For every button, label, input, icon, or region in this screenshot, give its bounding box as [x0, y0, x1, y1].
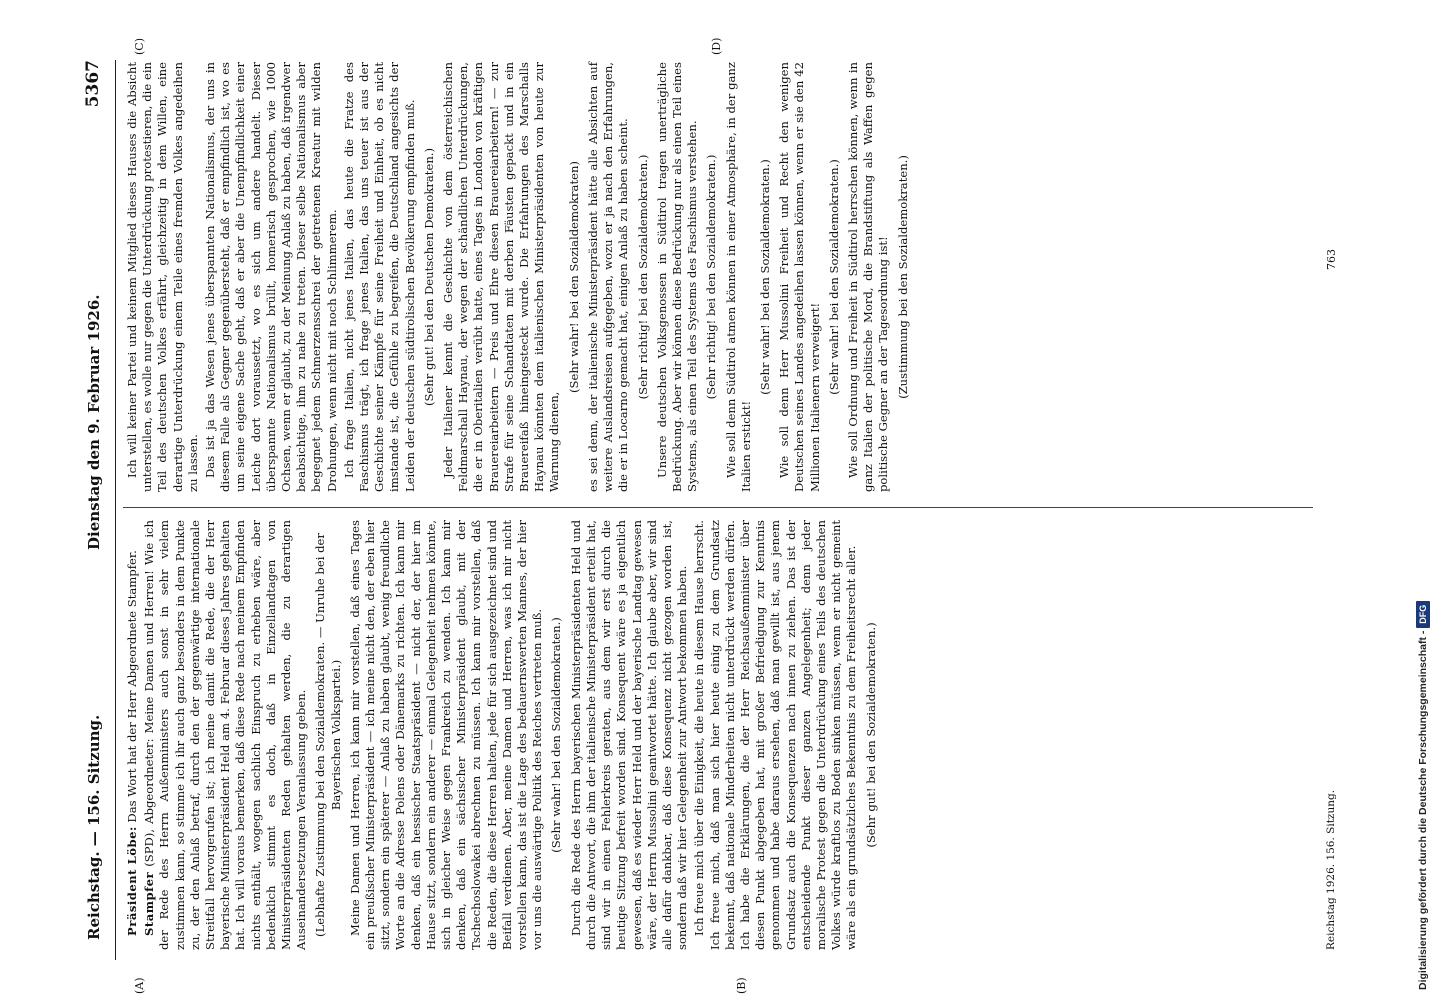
right-column: [125, 62, 915, 492]
interjection: (Sehr gut! bei den Sozialdemokraten.): [863, 622, 878, 848]
interjection: (Sehr gut! bei den Deutschen Demokraten.): [421, 147, 436, 407]
margin-mark-b: (B): [735, 977, 748, 994]
funding-note: [1414, 10, 1432, 990]
paragraph: Wie soll Ordnung und Freiheit in Südtirol herrschen können, wenn in ganz Italien der politische Mord, die Brandstiftung als Waffen gegen politische Gegner an der Tagesordnung ist!: [845, 62, 891, 492]
interjection: (Sehr wahr! bei den Sozialdemokraten): [566, 161, 581, 393]
footer-imprint: Reichstag 1926. 156. Sitzung.: [1325, 789, 1337, 950]
paragraph: Wie soll denn Südtirol atmen können in einer Atmosphäre, in der ganz Italien erstickt!: [723, 62, 753, 492]
interjection: (Sehr richtig! bei den Sozialdemokraten.): [635, 154, 650, 400]
paragraph: Durch die Rede des Herrn bayerischen Ministerpräsidenten Held und durch die Antwort, die ihm der italienische Ministerpräsident erteilt hat, sind wir in einen Fehlerkreis geraten, aus dem wir erst durch die heutige Sitzung befreit worden sind. Konsequent wäre es ja eigentlich gewesen, daß es wieder Herr Held und der bayerische Landtag gewesen wäre, der Herrn Mussolini geantwortet hätte. Ich glaube aber, wir sind alle dafür dankbar, daß diese Konsequenz nicht gezogen worden ist, sondern daß wir hier Gelegenheit zur Antwort bekommen haben.: [568, 520, 690, 950]
interjection: (Sehr wahr! bei den Sozialdemokraten.): [549, 617, 564, 853]
margin-mark-a: (A): [133, 977, 146, 994]
speaker-name: Stampfer: [142, 871, 157, 936]
left-column: [125, 520, 883, 950]
interjection: (Lebhafte Zustimmung bei den Sozialdemokraten. — Unruhe bei der Bayerischen Volkspartei.): [313, 533, 343, 937]
paragraph-text: Das Wort hat der Herr Abgeordnete Stampfer.: [125, 550, 139, 827]
dfg-logo: DFG: [1416, 601, 1430, 628]
paragraph: Das ist ja das Wesen jenes überspannten Nationalismus, der uns in diesem Falle als Gegner gegenübersteht, daß er empfindlich ist, wo es um seine eigene Sache geht, daß er aber die Unempfindlichkeit einer Leiche dort voraussetzt, wo es sich um andere handelt. Dieser überspannte Nationalismus brüllt, homerisch gesprochen, wie 1000 Ochsen, wenn er glaubt, zu der Meinung Anlaß zu haben, daß irgendwer beabsichtige, ihm zu nahe zu treten. Dieser selbe Nationalismus aber begegnet jedem Schmerzensschrei der getretenen Kreatur mit wilden Drohungen, wenn nicht mit noch Schlimmerem.: [203, 62, 339, 492]
interjection: (Sehr wahr! bei den Sozialdemokraten.): [757, 159, 772, 395]
page-number: 5367: [83, 60, 103, 108]
column-divider: [123, 507, 1313, 508]
paragraph: Unsere deutschen Volksgenossen in Südtirol tragen unerträgliche Bedrückung. Aber wir können diese Bedrückung nur als einen Teil eines Systems, als einen Teil des Systems des Faschismus verstehen.: [654, 62, 700, 492]
funding-text: Digitalisierung gefördert durch die Deutsche Forschungsgemeinschaft -: [1417, 630, 1429, 990]
margin-mark-d: (D): [710, 37, 723, 55]
paragraph: Ich will keiner Partei und keinem Mitglied dieses Hauses die Absicht unterstellen, es wolle nur gegen die Unterdrückung protestieren, die ein Teil des deutschen Volkes erfährt, gleichzeitig in dem Willen, eine derartige Unterdrückung einem Teile eines fremden Volkes angedeihen zu lassen.: [125, 62, 200, 492]
interjection: (Zustimmung bei den Sozialdemokraten.): [895, 155, 910, 399]
margin-mark-c: (C): [133, 38, 146, 55]
paragraph: [125, 520, 140, 950]
footer-sheet-number: 763: [1325, 249, 1338, 270]
paragraph: Ich freue mich über die Einigkeit, die heute in diesem Hause herrscht. Ich freue mich, daß man sich hier heute einig zu dem Grundsatz bekennt, daß nationale Minderheiten nicht unterdrückt werden dürfen. Ich habe die Erklärungen, die der Herr Reichsaußenminister über diesen Punkt abgegeben hat, mit großer Befriedigung zur Kenntnis genommen und habe daraus ersehen, daß man gewillt ist, aus jenem Grundsatz auch die Konsequenzen nach innen zu ziehen. Das ist der entscheidende Punkt dieser ganzen Angelegenheit; denn jeder moralische Protest gegen die Unterdrückung eines Teils des deutschen Volkes würde kraftlos zu Boden sinken müssen, wenn er nicht gemeint wäre als ein grundsätzliches Bekenntnis zu dem Freiheitsrecht aller.: [692, 520, 859, 950]
interjection: (Sehr wahr! bei den Sozialdemokraten.): [826, 159, 841, 395]
paragraph: Ich frage Italien, nicht jenes Italien, das heute die Fratze des Faschismus trägt, ich frage jenes Italien, das uns teuer ist aus der Geschichte seiner Kämpfe für seine Freiheit und Einheit, ob es nicht imstande ist, die Gefühle zu begreifen, die Deutschland angesichts der Leiden der deutschen südtirolischen Bevölkerung empfinden muß.: [341, 62, 417, 492]
paragraph: es sei denn, der italienische Ministerpräsident hätte alle Absichten auf weitere Auslandsreisen aufgegeben, wozu er ja nach den Erfahrungen, die er in Locarno gemacht hat, einigen Anlaß zu haben scheint.: [585, 62, 631, 492]
speaker-name: Präsident Löbe:: [125, 826, 139, 936]
paragraph: Meine Damen und Herren, ich kann mir vorstellen, daß eines Tages ein preußischer Ministerpräsident — ich meine nicht den, der eben hier sitzt, sondern ein späterer — Anlaß zu haben glaubt, wenig freundliche Worte an die Adresse Polens oder Dänemarks zu richten. Ich kann mir denken, daß ein hessischer Staatspräsident — nicht der, der hier im Hause sitzt, sondern ein anderer — einmal Gelegenheit nehmen könnte, sich in gleicher Weise gegen Frankreich zu wenden. Ich kann mir denken, daß ein sächsischer Ministerpräsident glaubt, mit der Tschechoslowakei abrechnen zu müssen. Ich kann mir vorstellen, daß die Reden, die diese Herren halten, jede für sich ausgezeichnet sind und Beifall verdienen. Aber, meine Damen und Herren, was ich mir nicht vorstellen kann, das ist die Lage des bedauernswerten Mannes, der hier vor uns die auswärtige Politik des Reiches vertreten muß.: [347, 520, 545, 950]
scanned-page: [75, 37, 1395, 994]
paragraph-text: (SPD), Abgeordneter: Meine Damen und Herren! Wie ich der Rede des Herrn Außenministers auch sonst in sehr vielem zustimmen kann, so stimme ich ihr auch ganz besonders in dem Punkte zu, der den Anlaß betraf, durch den der gegenwärtige internationale Streitfall hervorgerufen ist; ich meine damit die Rede, die der Herr bayerische Ministerpräsident Held am 4. Februar dieses Jahres gehalten hat. Ich will voraus bemerken, daß diese Rede nach meinem Empfinden nichts enthält, wogegen sachlich Einspruch zu erheben wäre, aber bedenklich stimmt es doch, daß in Einzellandtagen von Ministerpräsidenten Reden gehalten werden, die zu derartigen Auseinandersetzungen Veranlassung geben.: [142, 520, 309, 950]
paragraph: [142, 520, 309, 950]
paragraph: Jeder Italiener kennt die Geschichte von dem österreichischen Feldmarschall Haynau, der wegen der schändlichen Unterdrückungen, die er in Oberitalien verübt hatte, eines Tages in London von kräftigen Brauereiarbeitern — Preis und Ehre diesen Brauereiarbeitern! — zur Strafe für seine Schandtaten mit derben Fäusten gepackt und in ein Brauereifaß hineingesteckt wurde. Die Erfahrungen des Marschalls Haynau könnten dem italienischen Ministerpräsidenten von heute zur Warnung dienen,: [441, 62, 562, 492]
page-header: [75, 60, 116, 960]
header-date: Dienstag den 9. Februar 1926.: [85, 294, 103, 550]
interjection: (Sehr richtig! bei den Sozialdemokraten.): [704, 154, 719, 400]
funding-sidebar: [1414, 10, 1432, 990]
paragraph: Wie soll denn Herr Mussolini Freiheit und Recht den wenigen Deutschen seines Landes angedeihen lassen können, wenn er sie den 42 Millionen Italienern verweigert!: [777, 62, 822, 492]
header-session: Reichstag. — 156. Sitzung.: [85, 714, 103, 940]
